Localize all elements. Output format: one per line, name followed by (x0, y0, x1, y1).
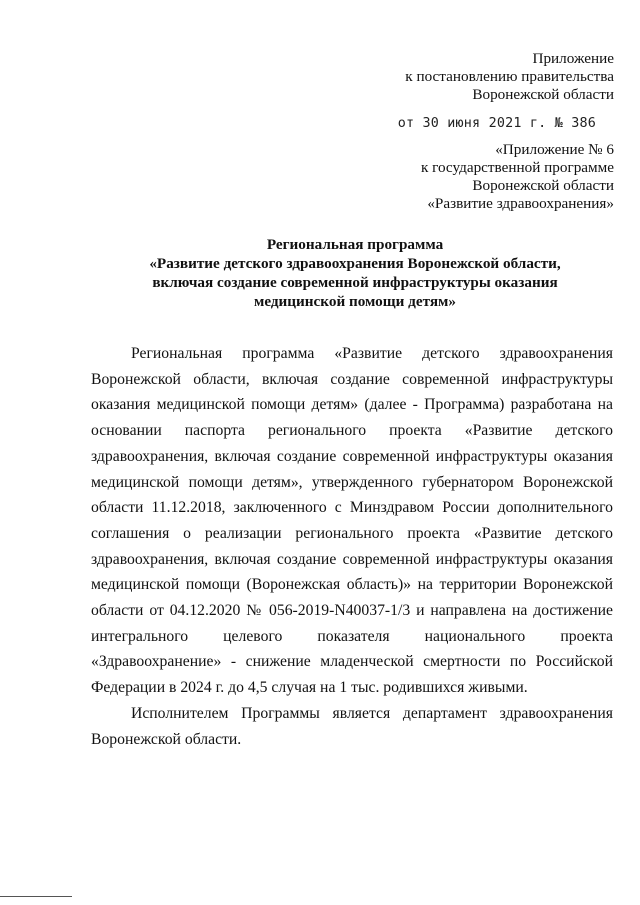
appendix-6-line-1: «Приложение № 6 (495, 141, 614, 158)
program-title-line-4: медицинской помощи детям» (253, 293, 456, 310)
appendix-header (405, 50, 614, 104)
decree-date-number: от 30 июня 2021 г. № 386 (397, 116, 596, 131)
program-title-line-1: Региональная программа (266, 236, 444, 253)
program-title-line-3: включая создание современной инфраструктуры оказания (152, 274, 558, 291)
footnote-rule (0, 896, 72, 897)
appendix-header-line-3: Воронежской области (472, 86, 614, 103)
appendix-6-line-4: «Развитие здравоохранения» (427, 195, 614, 212)
appendix-6-block (421, 141, 614, 213)
appendix-header-line-2: к постановлению правительства (405, 68, 614, 85)
program-title-line-2: «Развитие детского здравоохранения Воронежской области, (149, 255, 561, 272)
body-paragraph-1: Региональная программа «Развитие детского здравоохранения Воронежской области, включая создание современной инфраструктуры оказания медицинской помощи детям» (далее - Программа) разработана на основании паспорта регионального проекта «Развитие детского здравоохранения, включая создание современной инфраструктуры оказания медицинской помощи детям», утвержденного губернатором Воронежской области 11.12.2018, заключенного с Минздравом России дополнительного соглашения о реализации регионального проекта «Развитие детского здравоохранения, включая создание современной инфраструктуры оказания медицинской помощи (Воронежская область)» на территории Воронежской области от 04.12.2020 № 056-2019-N40037-1/3 и направлена на достижение интегрального целевого показателя национального проекта «Здравоохранение» - снижение младенческой смертности по Российской Федерации в 2024 г. до 4,5 случая на 1 тыс. родившихся живыми. (91, 345, 613, 697)
appendix-header-line-1: Приложение (532, 50, 614, 67)
body-paragraph-2: Исполнителем Программы является департамент здравоохранения Воронежской области. (91, 704, 613, 748)
program-title (90, 235, 620, 311)
document-body (91, 341, 613, 752)
appendix-6-line-2: к государственной программе (420, 159, 614, 176)
appendix-6-line-3: Воронежской области (472, 177, 614, 194)
